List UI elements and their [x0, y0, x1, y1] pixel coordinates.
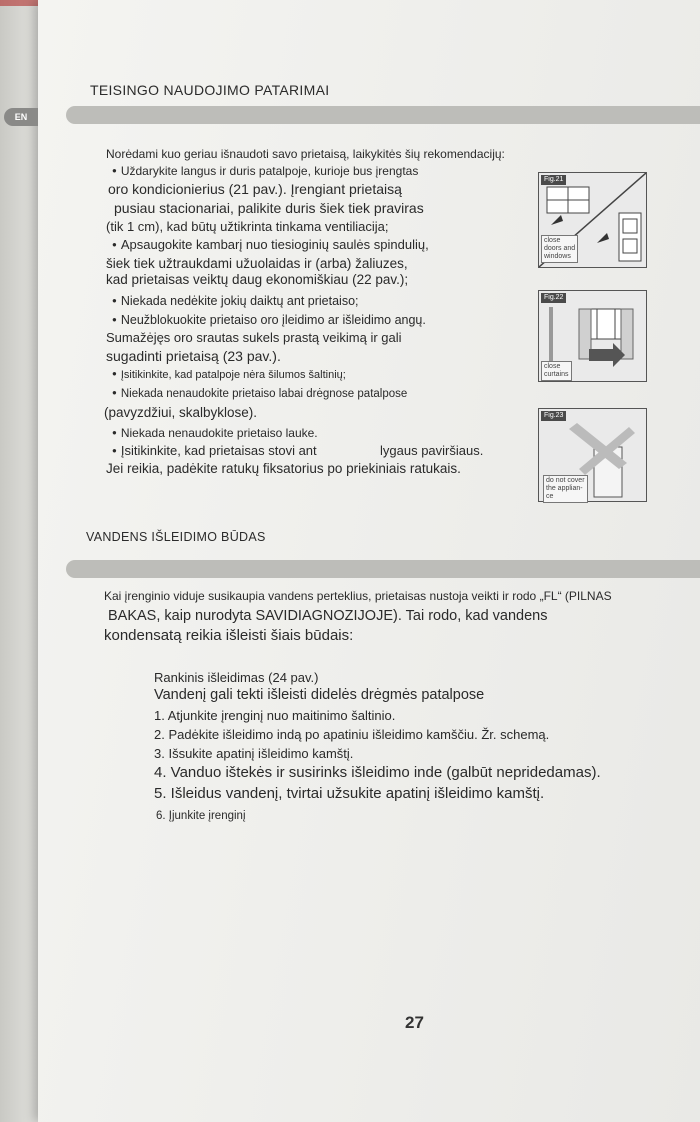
- left-page-edge: [0, 0, 40, 1122]
- tip-line: šiek tiek užtraukdami užuolaidas ir (arba) žaliuzes,: [106, 256, 408, 271]
- page-number: 27: [405, 1013, 424, 1032]
- tip-line: kad prietaisas veiktų daug ekonomiškiau (22 pav.);: [106, 272, 409, 287]
- tip-line: ● Įsitikinkite, kad prietaisas stovi ant: [112, 443, 317, 458]
- tip-line: ● Uždarykite langus ir duris patalpoje, kurioje bus įrengtas: [112, 164, 418, 178]
- figure-tag: Fig.23: [541, 411, 566, 421]
- tip-line: pusiau stacionariai, palikite duris šiek tiek praviras: [114, 200, 424, 216]
- drain-intro: BAKAS, kaip nurodyta SAVIDIAGNOZIJOJE). Tai rodo, kad vandens: [108, 608, 548, 624]
- figure-tag: Fig.22: [541, 293, 566, 303]
- tip-line: ● Niekada nedėkite jokių daiktų ant prietaiso;: [112, 294, 359, 308]
- drain-step: 1. Atjunkite įrenginį nuo maitinimo šaltinio.: [154, 708, 396, 723]
- section-heading-usage-tips: TEISINGO NAUDOJIMO PATARIMAI: [90, 82, 330, 98]
- drain-intro: Kai įrenginio viduje susikaupia vandens perteklius, prietaisas nustoja veikti ir rodo „FL“ (PILNAS: [104, 589, 612, 603]
- tip-line: ● Neužblokuokite prietaiso oro įleidimo ar išleidimo angų.: [112, 313, 426, 327]
- tip-line: lygaus paviršiaus.: [380, 443, 484, 458]
- section-heading-drainage: VANDENS IŠLEIDIMO BŪDAS: [86, 530, 266, 544]
- tip-line: (tik 1 cm), kad būtų užtikrinta tinkama ventiliacija;: [106, 219, 389, 234]
- figure-tag: Fig.21: [541, 175, 566, 185]
- manual-drain-title: Rankinis išleidimas (24 pav.): [154, 670, 319, 685]
- tip-line: ● Niekada nenaudokite prietaiso labai drėgnose patalpose: [112, 388, 407, 400]
- figure-23: [538, 408, 647, 502]
- figure-21: [538, 172, 647, 268]
- drain-intro: kondensatą reikia išleisti šiais būdais:: [104, 627, 354, 644]
- tip-line: oro kondicionierius (21 pav.). Įrengiant prietaisą: [108, 181, 402, 197]
- language-tab: EN: [4, 108, 38, 126]
- tip-line: Jei reikia, padėkite ratukų fiksatorius po priekiniais ratukais.: [106, 461, 461, 476]
- tip-line: sugadinti prietaisą (23 pav.).: [106, 348, 281, 364]
- drain-step: 6. Įjunkite įrenginį: [156, 810, 246, 822]
- tip-line: ● Įsitikinkite, kad patalpoje nėra šilumos šaltinių;: [112, 369, 346, 381]
- manual-drain-subtitle: Vandenį gali tekti išleisti didelės drėgmės patalpose: [154, 687, 485, 703]
- intro-text: Norėdami kuo geriau išnaudoti savo prietaisą, laikykitės šių rekomendacijų:: [106, 147, 505, 161]
- figure-caption: close doors and windows: [541, 235, 578, 263]
- tip-line: ● Apsaugokite kambarį nuo tiesioginių saulės spindulių,: [112, 237, 429, 252]
- tip-line: ● Niekada nenaudokite prietaiso lauke.: [112, 426, 318, 440]
- heading-bar-1: [66, 106, 700, 124]
- figure-caption: close curtains: [541, 361, 572, 381]
- figure-caption: do not cover the applian- ce: [543, 475, 588, 503]
- drain-step: 5. Išleidus vandenį, tvirtai užsukite apatinį išleidimo kamštį.: [154, 785, 545, 802]
- tip-line: (pavyzdžiui, skalbyklose).: [104, 405, 258, 420]
- heading-bar-2: [66, 560, 700, 578]
- figure-22: [538, 290, 647, 382]
- drain-step: 4. Vanduo ištekės ir susirinks išleidimo inde (galbūt nepridedamas).: [154, 764, 601, 781]
- tip-line: Sumažėjęs oro srautas sukels prastą veikimą ir gali: [106, 330, 402, 345]
- drain-step: 2. Padėkite išleidimo indą po apatiniu išleidimo kamščiu. Žr. schemą.: [154, 727, 550, 742]
- drain-step: 3. Išsukite apatinį išleidimo kamštį.: [154, 746, 354, 761]
